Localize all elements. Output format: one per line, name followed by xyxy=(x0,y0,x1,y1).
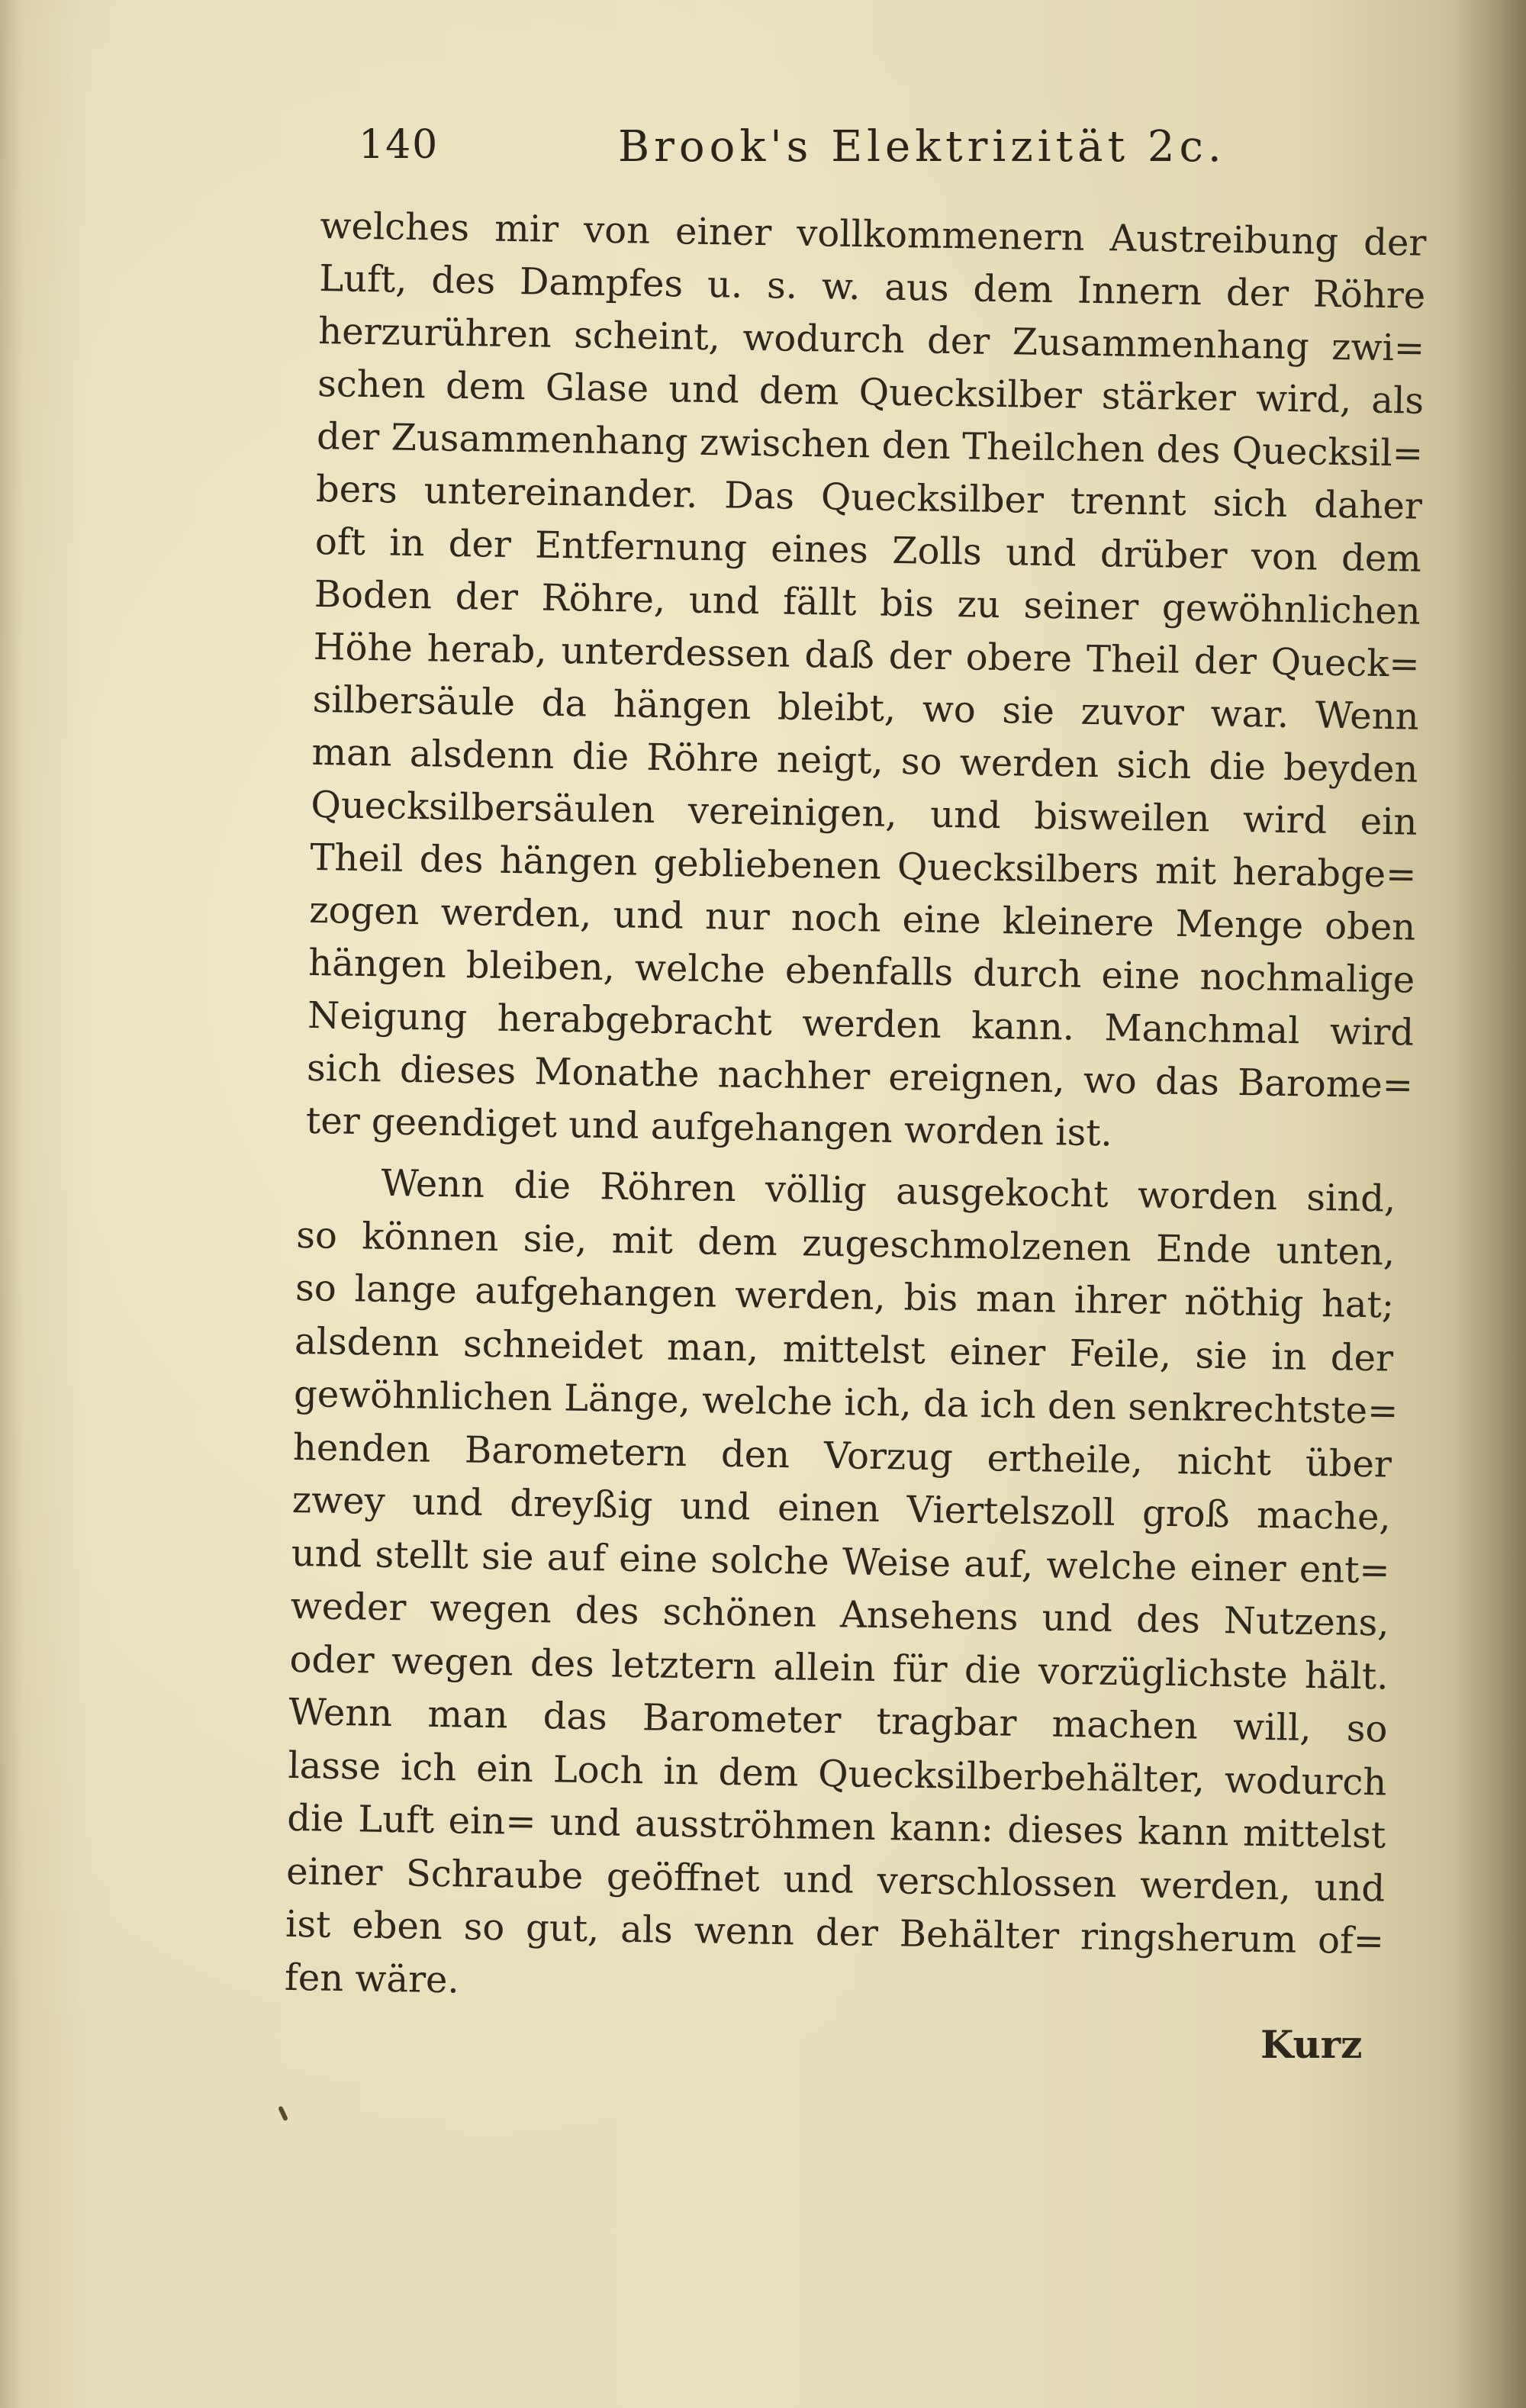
page-number: 140 xyxy=(359,122,439,168)
text-line: Quecksilbersäulen vereinigen, und bisweilen wird ein xyxy=(311,783,1418,844)
text-line: herzurühren scheint, wodurch der Zusammenhang zwi= xyxy=(317,309,1425,370)
text-line: so lange aufgehangen werden, bis man ihrer nöthig hat; xyxy=(295,1266,1395,1327)
running-head: Brook's Elektrizität 2c. xyxy=(618,122,1226,172)
text-line: welches mir von einer vollkommenern Austreibung der xyxy=(320,204,1427,265)
text-line: weder wegen des schönen Ansehens und des Nutzens, xyxy=(290,1584,1389,1645)
spine-shadow xyxy=(1457,0,1526,2408)
text-line: ter geendiget und aufgehangen worden ist. xyxy=(305,1099,1113,1155)
text-line: lasse ich ein Loch in dem Quecksilberbehälter, wodurch xyxy=(288,1743,1387,1804)
text-line: man alsdenn die Röhre neigt, so werden sich die beyden xyxy=(311,730,1418,791)
text-line: Höhe herab, unterdessen daß der obere Theil der Queck= xyxy=(313,625,1421,686)
paragraph-2 xyxy=(284,1156,1399,2021)
paragraph-1 xyxy=(305,200,1426,1165)
text-line: Boden der Röhre, und fällt bis zu seiner gewöhnlichen xyxy=(314,572,1421,633)
page-left-edge xyxy=(0,0,23,2408)
text-line: zogen werden, und nur noch eine kleinere Menge oben xyxy=(308,888,1416,949)
text-line: Wenn die Röhren völlig ausgekocht worden sind, xyxy=(381,1161,1396,1221)
text-line: silbersäule da hängen bleibt, wo sie zuvor war. Wenn xyxy=(312,678,1419,739)
text-line: schen dem Glase und dem Quecksilber stärker wird, als xyxy=(317,362,1425,423)
text-line: fen wäre. xyxy=(284,1956,460,2001)
text-line: bers untereinander. Das Quecksilber trennt sich daher xyxy=(315,467,1423,528)
catchword: Kurz xyxy=(1260,2022,1363,2067)
text-line: zwey und dreyßig und einen Viertelszoll groß mache, xyxy=(291,1478,1392,1539)
text-line: so können sie, mit dem zugeschmolzenen Ende unten, xyxy=(295,1213,1396,1274)
text-line: Luft, des Dampfes u. s. w. aus dem Innern der Röhre xyxy=(318,256,1426,317)
text-line: alsdenn schneidet man, mittelst einer Feile, sie in der xyxy=(294,1319,1394,1380)
paper-speck xyxy=(278,2106,288,2122)
text-line: oft in der Entfernung eines Zolls und drüber von dem xyxy=(314,520,1422,581)
text-line: und stellt sie auf eine solche Weise auf, welche einer ent= xyxy=(291,1531,1391,1592)
text-line: der Zusammenhang zwischen den Theilchen des Quecksil= xyxy=(316,414,1424,475)
text-line: Wenn man das Barometer tragbar machen will, so xyxy=(288,1690,1388,1751)
text-line: sich dieses Monathe nachher ereignen, wo das Barome= xyxy=(306,1046,1414,1107)
text-line: gewöhnlichen Länge, welche ich, da ich den senkrechtste= xyxy=(293,1372,1399,1433)
text-line: ist eben so gut, als wenn der Behälter ringsherum of= xyxy=(285,1902,1385,1963)
page-header xyxy=(359,122,1267,183)
text-line: oder wegen des letztern allein für die vorzüglichste hält. xyxy=(289,1637,1389,1698)
text-line: Neigung herabgebracht werden kann. Manchmal wird xyxy=(307,993,1415,1054)
text-line: die Luft ein= und ausströhmen kann: dieses kann mittelst xyxy=(286,1796,1386,1857)
text-line: henden Barometern den Vorzug ertheile, nicht über xyxy=(292,1425,1392,1486)
text-line: einer Schraube geöffnet und verschlossen werden, und xyxy=(285,1849,1386,1910)
text-line: Theil des hängen gebliebenen Quecksilbers mit herabge= xyxy=(310,835,1417,897)
text-line: hängen bleiben, welche ebenfalls durch eine nochmalige xyxy=(307,941,1415,1002)
